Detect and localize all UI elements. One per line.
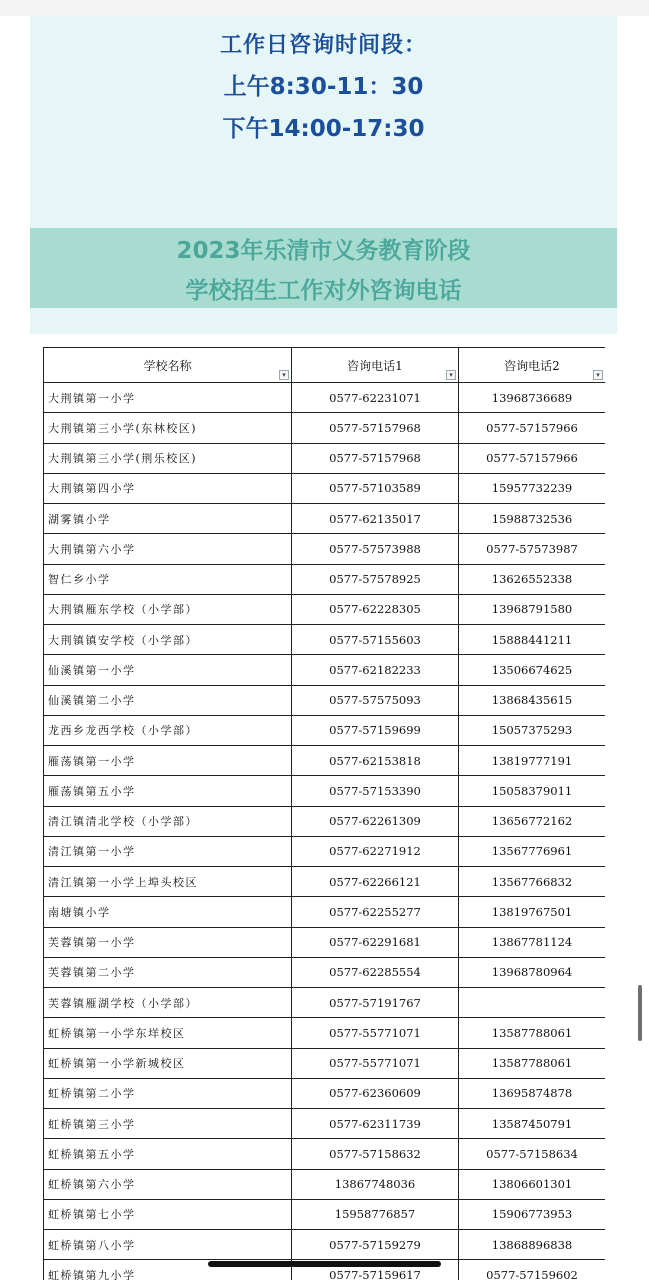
phone-2-cell — [459, 988, 606, 1018]
school-name-cell: 虹桥镇第七小学 — [44, 1199, 292, 1229]
school-phone-table-container[interactable] — [43, 347, 605, 1280]
table-row — [44, 806, 606, 836]
phone-1-cell: 0577-57159279 — [292, 1230, 459, 1260]
heading-line-2: 学校招生工作对外咨询电话 — [185, 278, 462, 304]
phone-1-cell: 0577-62182233 — [292, 655, 459, 685]
table-row — [44, 927, 606, 957]
table-row — [44, 1109, 606, 1139]
filter-dropdown-icon[interactable]: ▾ — [279, 370, 289, 380]
table-row — [44, 867, 606, 897]
phone-2-cell: 13819777191 — [459, 746, 606, 776]
phone-1-cell: 0577-62271912 — [292, 836, 459, 866]
consult-hours-panel — [30, 16, 617, 228]
table-row — [44, 383, 606, 413]
phone-2-cell: 13567776961 — [459, 836, 606, 866]
table-row — [44, 746, 606, 776]
table-row — [44, 443, 606, 473]
heading-line-1: 2023年乐清市义务教育阶段 — [176, 238, 471, 264]
phone-1-cell: 0577-62261309 — [292, 806, 459, 836]
phone-1-cell: 0577-62266121 — [292, 867, 459, 897]
header-label: 学校名称 — [143, 358, 192, 373]
table-row — [44, 1078, 606, 1108]
consult-hours-afternoon: 下午14:00-17:30 — [222, 116, 425, 142]
phone-2-cell: 13656772162 — [459, 806, 606, 836]
phone-2-cell: 15906773953 — [459, 1199, 606, 1229]
phone-2-cell: 13819767501 — [459, 897, 606, 927]
top-status-strip — [0, 0, 649, 16]
phone-2-cell: 15058379011 — [459, 776, 606, 806]
school-phone-table — [43, 347, 605, 1280]
table-row — [44, 836, 606, 866]
phone-2-cell: 13806601301 — [459, 1169, 606, 1199]
phone-2-cell: 13567766832 — [459, 867, 606, 897]
table-body — [44, 383, 606, 1280]
phone-1-cell: 0577-57158632 — [292, 1139, 459, 1169]
phone-1-cell: 15958776857 — [292, 1199, 459, 1229]
school-name-cell: 清江镇第一小学 — [44, 836, 292, 866]
phone-2-cell: 13626552338 — [459, 564, 606, 594]
phone-1-cell: 0577-57159617 — [292, 1260, 459, 1280]
phone-2-cell: 13968780964 — [459, 957, 606, 987]
school-name-cell: 虹桥镇第九小学 — [44, 1260, 292, 1280]
header-phone-2 — [459, 348, 606, 383]
school-name-cell: 虹桥镇第一小学东垟校区 — [44, 1018, 292, 1048]
phone-2-cell: 13587450791 — [459, 1109, 606, 1139]
phone-1-cell: 0577-57573988 — [292, 534, 459, 564]
phone-2-cell: 15988732536 — [459, 504, 606, 534]
school-name-cell: 芙蓉镇第二小学 — [44, 957, 292, 987]
school-name-cell: 雁荡镇第一小学 — [44, 746, 292, 776]
school-name-cell: 大荆镇第三小学(东林校区) — [44, 413, 292, 443]
school-name-cell: 湖雾镇小学 — [44, 504, 292, 534]
table-row — [44, 1199, 606, 1229]
table-row — [44, 1139, 606, 1169]
table-row — [44, 1230, 606, 1260]
table-row — [44, 625, 606, 655]
school-name-cell: 虹桥镇第三小学 — [44, 1109, 292, 1139]
phone-1-cell: 0577-62360609 — [292, 1078, 459, 1108]
phone-1-cell: 0577-55771071 — [292, 1048, 459, 1078]
consult-hours-morning: 上午8:30-11：30 — [223, 74, 424, 100]
table-row — [44, 1169, 606, 1199]
phone-2-cell: 0577-57158634 — [459, 1139, 606, 1169]
scroll-indicator[interactable] — [638, 985, 642, 1041]
school-name-cell: 大荆镇雁东学校（小学部） — [44, 594, 292, 624]
school-name-cell: 南塘镇小学 — [44, 897, 292, 927]
phone-2-cell: 0577-57159602 — [459, 1260, 606, 1280]
school-name-cell: 仙溪镇第二小学 — [44, 685, 292, 715]
school-name-cell: 清江镇第一小学上埠头校区 — [44, 867, 292, 897]
table-row — [44, 564, 606, 594]
phone-2-cell: 13695874878 — [459, 1078, 606, 1108]
phone-1-cell: 0577-57191767 — [292, 988, 459, 1018]
table-row — [44, 594, 606, 624]
phone-2-cell: 0577-57157966 — [459, 413, 606, 443]
school-name-cell: 大荆镇第一小学 — [44, 383, 292, 413]
header-school-name — [44, 348, 292, 383]
table-row — [44, 655, 606, 685]
school-name-cell: 智仁乡小学 — [44, 564, 292, 594]
school-name-cell: 芙蓉镇雁湖学校（小学部） — [44, 988, 292, 1018]
phone-1-cell: 0577-57575093 — [292, 685, 459, 715]
table-row — [44, 776, 606, 806]
phone-1-cell: 0577-57153390 — [292, 776, 459, 806]
phone-1-cell: 0577-57157968 — [292, 443, 459, 473]
phone-1-cell: 0577-57159699 — [292, 715, 459, 745]
phone-2-cell: 0577-57157966 — [459, 443, 606, 473]
phone-1-cell: 13867748036 — [292, 1169, 459, 1199]
table-row — [44, 1018, 606, 1048]
phone-1-cell: 0577-62285554 — [292, 957, 459, 987]
table-row — [44, 988, 606, 1018]
table-row — [44, 534, 606, 564]
table-row — [44, 1048, 606, 1078]
header-label: 咨询电话2 — [504, 358, 560, 373]
phone-1-cell: 0577-62291681 — [292, 927, 459, 957]
table-row — [44, 957, 606, 987]
table-row — [44, 473, 606, 503]
phone-2-cell: 13868896838 — [459, 1230, 606, 1260]
phone-2-cell: 13968791580 — [459, 594, 606, 624]
school-name-cell: 虹桥镇第二小学 — [44, 1078, 292, 1108]
school-name-cell: 大荆镇第三小学(荆乐校区) — [44, 443, 292, 473]
phone-1-cell: 0577-57155603 — [292, 625, 459, 655]
heading-band — [30, 228, 617, 308]
phone-1-cell: 0577-57103589 — [292, 473, 459, 503]
phone-1-cell: 0577-62135017 — [292, 504, 459, 534]
school-name-cell: 虹桥镇第五小学 — [44, 1139, 292, 1169]
phone-1-cell: 0577-62228305 — [292, 594, 459, 624]
table-row — [44, 897, 606, 927]
phone-2-cell: 13868435615 — [459, 685, 606, 715]
phone-1-cell: 0577-62311739 — [292, 1109, 459, 1139]
phone-2-cell: 13506674625 — [459, 655, 606, 685]
table-row — [44, 504, 606, 534]
phone-2-cell: 13587788061 — [459, 1018, 606, 1048]
header-label: 咨询电话1 — [347, 358, 403, 373]
school-name-cell: 龙西乡龙西学校（小学部） — [44, 715, 292, 745]
table-row — [44, 685, 606, 715]
school-name-cell: 雁荡镇第五小学 — [44, 776, 292, 806]
school-name-cell: 清江镇清北学校（小学部） — [44, 806, 292, 836]
table-row — [44, 413, 606, 443]
table-header-row — [44, 348, 606, 383]
home-indicator-bar[interactable] — [208, 1261, 441, 1267]
filter-dropdown-icon[interactable]: ▾ — [593, 370, 603, 380]
phone-2-cell: 13587788061 — [459, 1048, 606, 1078]
school-name-cell: 大荆镇镇安学校（小学部） — [44, 625, 292, 655]
school-name-cell: 大荆镇第六小学 — [44, 534, 292, 564]
phone-2-cell: 15957732239 — [459, 473, 606, 503]
phone-1-cell: 0577-57157968 — [292, 413, 459, 443]
phone-1-cell: 0577-55771071 — [292, 1018, 459, 1048]
phone-2-cell: 15057375293 — [459, 715, 606, 745]
school-name-cell: 仙溪镇第一小学 — [44, 655, 292, 685]
school-name-cell: 虹桥镇第八小学 — [44, 1230, 292, 1260]
school-name-cell: 芙蓉镇第一小学 — [44, 927, 292, 957]
phone-1-cell: 0577-57578925 — [292, 564, 459, 594]
school-name-cell: 虹桥镇第六小学 — [44, 1169, 292, 1199]
header-phone-1 — [292, 348, 459, 383]
phone-2-cell: 13968736689 — [459, 383, 606, 413]
phone-1-cell: 0577-62153818 — [292, 746, 459, 776]
phone-2-cell: 0577-57573987 — [459, 534, 606, 564]
phone-1-cell: 0577-62231071 — [292, 383, 459, 413]
consult-hours-title: 工作日咨询时间段： — [219, 33, 427, 58]
school-name-cell: 虹桥镇第一小学新城校区 — [44, 1048, 292, 1078]
table-row — [44, 715, 606, 745]
school-name-cell: 大荆镇第四小学 — [44, 473, 292, 503]
phone-1-cell: 0577-62255277 — [292, 897, 459, 927]
heading-band-bottom — [30, 308, 617, 334]
phone-2-cell: 15888441211 — [459, 625, 606, 655]
filter-dropdown-icon[interactable]: ▾ — [446, 370, 456, 380]
phone-2-cell: 13867781124 — [459, 927, 606, 957]
